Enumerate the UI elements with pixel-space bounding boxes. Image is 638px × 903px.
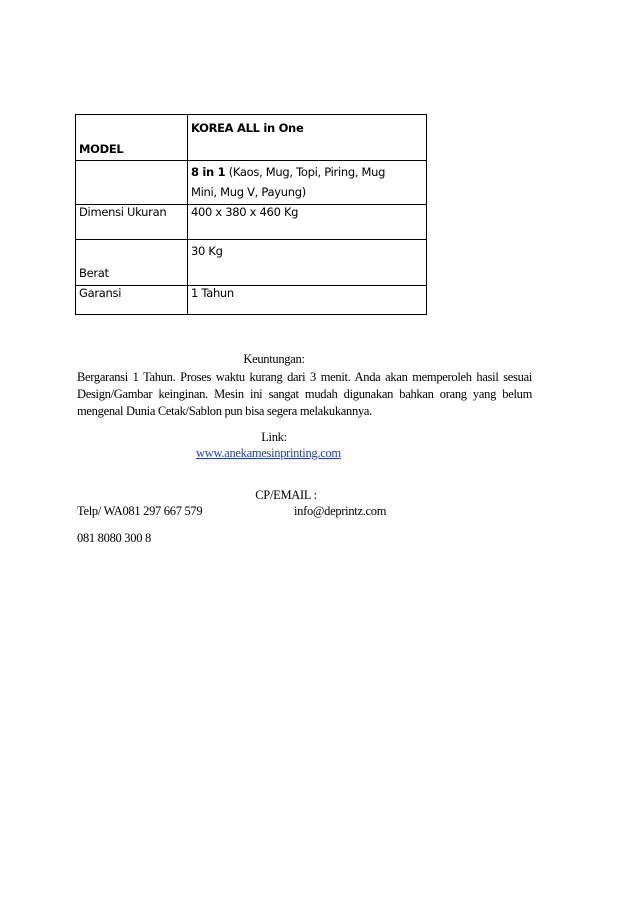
warranty-label: Garansi <box>76 286 188 315</box>
warranty-value: 1 Tahun <box>188 286 427 315</box>
advantages-line-2: Design/Gambar keinginan. Mesin ini sangat mudah digunakan bahkan orang yang belum <box>77 387 532 401</box>
website-link[interactable]: www.anekamesinprinting.com <box>196 446 341 460</box>
advantages-line-3: mengenal Dunia Cetak/Sablon pun bisa segera melakukannya. <box>77 404 372 418</box>
spec-row-weight <box>76 240 427 286</box>
weight-label: Berat <box>76 240 188 286</box>
type-rest-line1: (Kaos, Mug, Topi, Piring, Mug <box>225 165 386 179</box>
spec-row-dimension <box>76 205 427 240</box>
model-label: MODEL <box>76 115 188 161</box>
phone-line: Telp/ WA081 297 667 579 <box>77 504 203 518</box>
link-heading: Link: <box>261 430 287 444</box>
type-value <box>188 161 427 205</box>
dimension-label: Dimensi Ukuran <box>76 205 188 240</box>
advantages-heading: Keuntungan: <box>243 352 305 366</box>
type-line2: Mini, Mug V, Payung) <box>191 185 306 199</box>
spec-table <box>75 114 427 315</box>
spec-row-model <box>76 115 427 161</box>
advantages-line-1: Bergaransi 1 Tahun. Proses waktu kurang dari 3 menit. Anda akan memperoleh hasil sesuai <box>77 370 532 384</box>
email-text: info@deprintz.com <box>294 504 387 518</box>
spec-row-warranty <box>76 286 427 315</box>
model-value: KOREA ALL in One <box>188 115 427 161</box>
spec-row-type <box>76 161 427 205</box>
phone-2: 081 8080 300 8 <box>77 531 151 545</box>
dimension-value: 400 x 380 x 460 Kg <box>188 205 427 240</box>
contact-heading: CP/EMAIL : <box>255 488 317 502</box>
type-label-empty <box>76 161 188 205</box>
type-bold: 8 in 1 <box>191 165 226 179</box>
weight-value: 30 Kg <box>188 240 427 286</box>
